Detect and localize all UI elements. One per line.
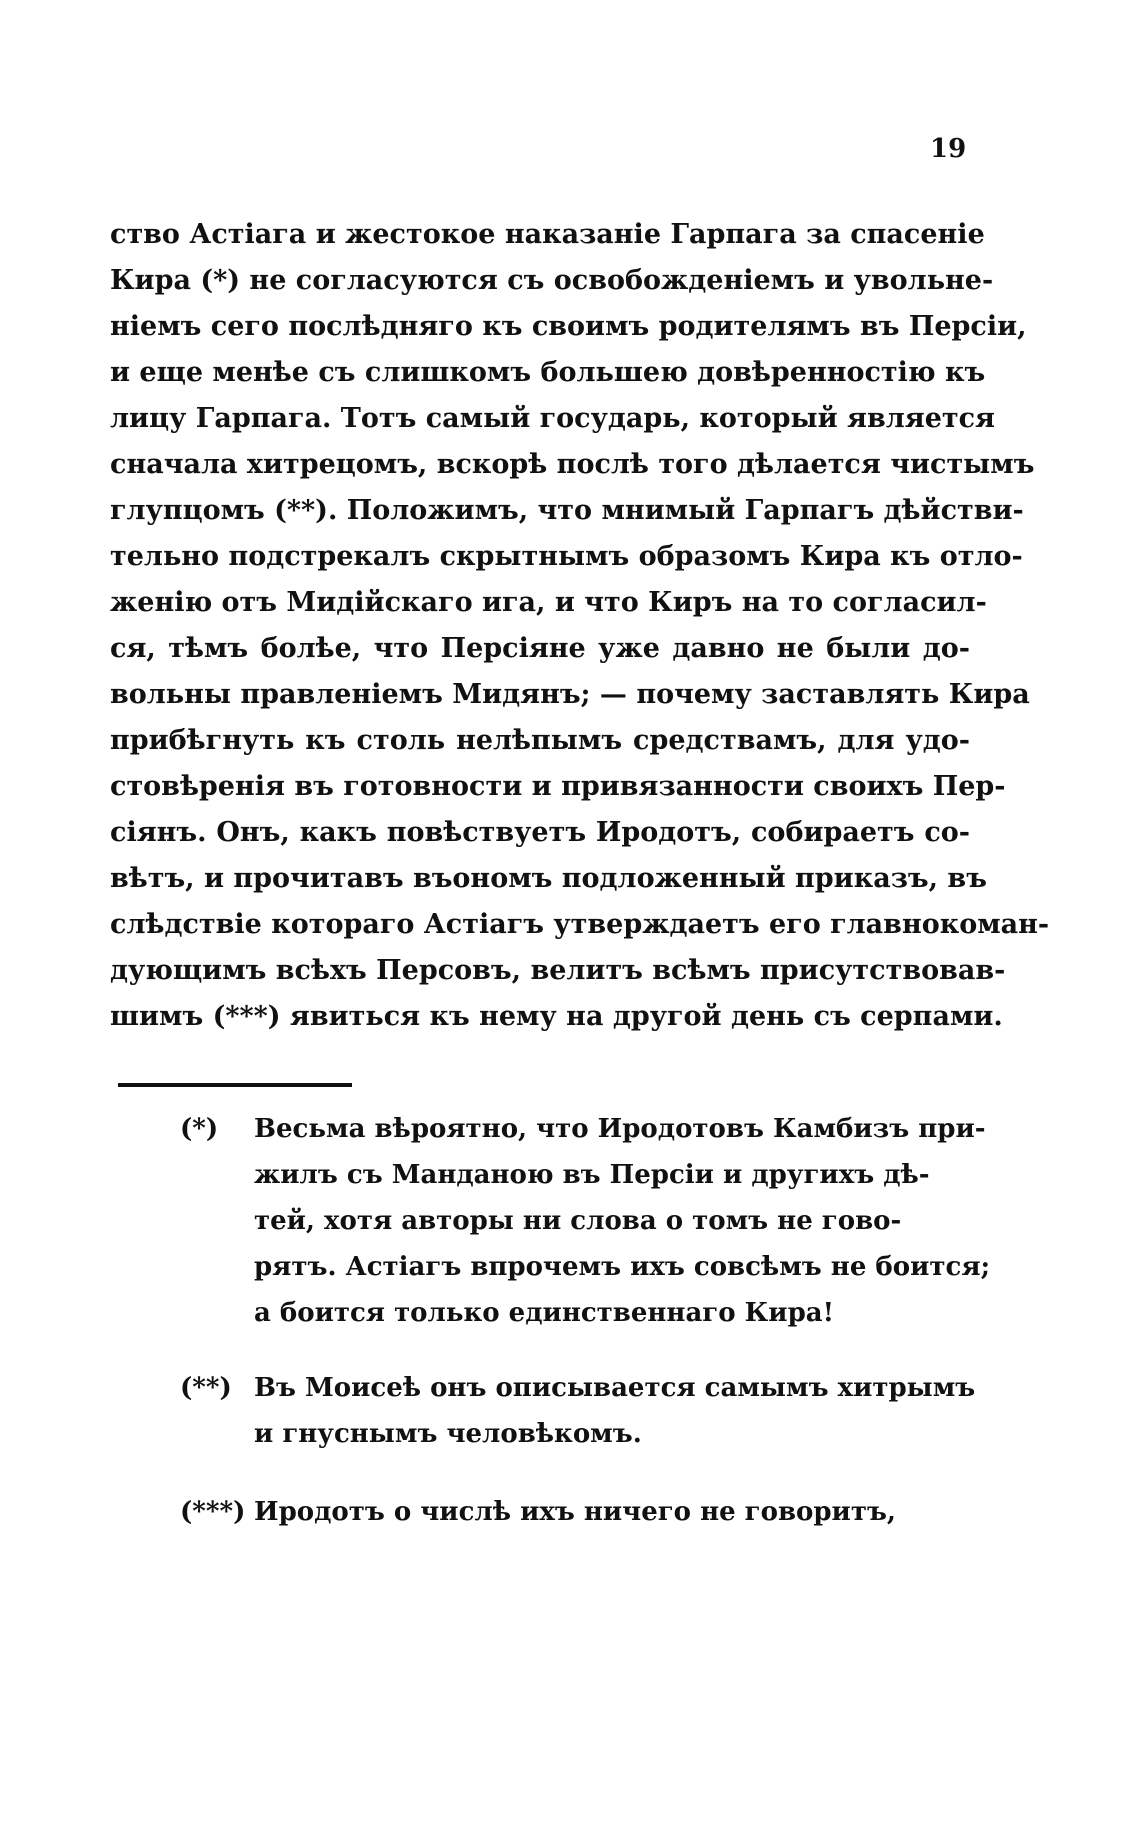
page-number: 19 [930,134,967,164]
body-line: ство Астіага и жестокое наказаніе Гарпага за спасеніе [110,219,985,250]
footnote-line: и гнуснымъ человѣкомъ. [254,1419,642,1449]
body-line: вольны правленіемъ Мидянъ; — почему заставлять Кира [110,679,1030,710]
footnote-text: Иродотъ о числѣ ихъ ничего не говоритъ, [254,1497,896,1527]
footnote-text: Въ Моисеѣ онъ описывается самымъ хитрымъ [254,1373,976,1403]
footnote-marker: (*) [180,1114,219,1144]
footnote-marker: (***) [180,1497,246,1527]
body-line: женію отъ Мидійскаго ига, и что Киръ на то согласил- [110,587,987,618]
body-line: и еще менѣе съ слишкомъ большею довѣренностію къ [110,357,986,388]
body-line: стовѣренія въ готовности и привязанности своихъ Пер- [110,771,1006,802]
footnote-text: Весьма вѣроятно, что Иродотовъ Камбизъ при- [254,1114,986,1144]
body-line: дующимъ всѣхъ Персовъ, велитъ всѣмъ присутствовав- [110,955,1006,986]
footnote-line [180,1365,1040,1411]
footnote-line: а боится только единственнаго Кира! [254,1298,835,1328]
body-line: ся, тѣмъ болѣе, что Персіяне уже давно не были до- [110,633,970,664]
body-line: лицу Гарпага. Тотъ самый государь, который является [110,403,996,434]
body-line: вѣтъ, и прочитавъ въономъ подложенный приказъ, въ [110,863,987,894]
footnote-1 [180,1106,1040,1336]
footnote-separator [118,1083,352,1087]
body-line: Кира (*) не согласуются съ освобожденіемъ и увольне- [110,265,994,296]
footnote-2 [180,1365,1040,1457]
body-text [110,212,1050,1040]
body-line: ніемъ сего послѣдняго къ своимъ родителямъ въ Персіи, [110,311,1027,342]
footnote-line [180,1106,1040,1152]
body-line: прибѣгнуть къ столь нелѣпымъ средствамъ, для удо- [110,725,970,756]
footnote-marker: (**) [180,1373,232,1403]
body-line: тельно подстрекалъ скрытнымъ образомъ Кира къ отло- [110,541,1023,572]
footnote-3 [180,1489,1040,1535]
footnote-line: рятъ. Астіагъ впрочемъ ихъ совсѣмъ не боится; [254,1252,991,1282]
body-line: слѣдствіе котораго Астіагъ утверждаетъ его главнокоман- [110,909,1050,940]
body-line: шимъ (***) явиться къ нему на другой день съ серпами. [110,1001,1003,1032]
body-line: глупцомъ (**). Положимъ, что мнимый Гарпагъ дѣйстви- [110,495,1024,526]
body-line: сіянъ. Онъ, какъ повѣствуетъ Иродотъ, собираетъ со- [110,817,970,848]
body-line: сначала хитрецомъ, вскорѣ послѣ того дѣлается чистымъ [110,449,1035,480]
footnote-line: тей, хотя авторы ни слова о томъ не гово- [254,1206,902,1236]
footnote-line: жилъ съ Манданою въ Персіи и другихъ дѣ- [254,1160,930,1190]
footnote-line [180,1489,1040,1535]
